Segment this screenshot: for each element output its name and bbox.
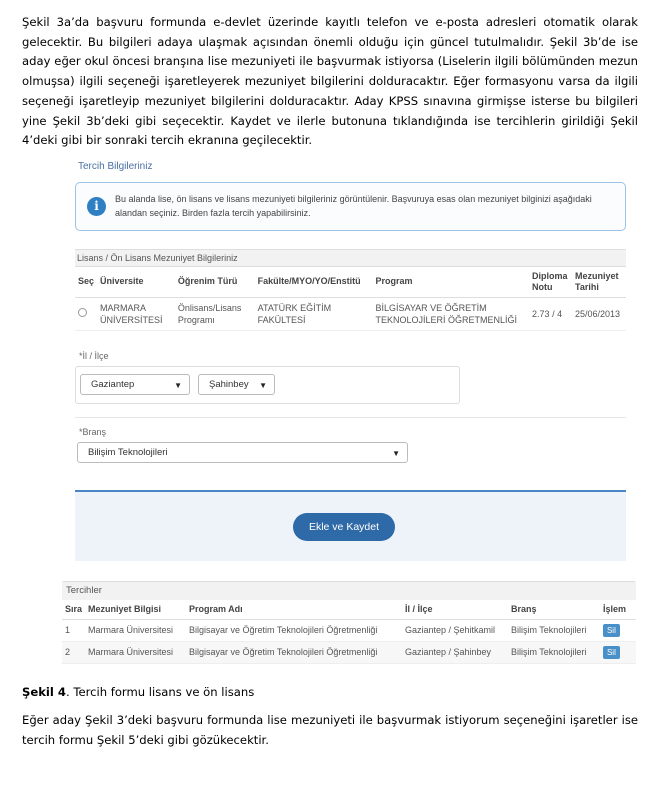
column-header: Program: [372, 267, 529, 297]
program-cell: Bilgisayar ve Öğretim Teknolojileri Öğretmenliği: [186, 641, 402, 663]
graduation-table: [75, 267, 626, 331]
province-value: Gaziantep: [91, 379, 135, 390]
column-header: Öğrenim Türü: [175, 267, 255, 297]
chevron-down-icon: ▼: [392, 449, 400, 458]
program-cell: Bilgisayar ve Öğretim Teknolojileri Öğretmenliği: [186, 619, 402, 641]
university-cell: MARMARA ÜNİVERSİTESİ: [97, 297, 175, 330]
section-heading: Tercih Bilgileriniz: [78, 161, 153, 172]
branch-cell: Bilişim Teknolojileri: [508, 619, 600, 641]
program-cell: BİLGİSAYAR VE ÖĞRETİM TEKNOLOJİLERİ ÖĞRETMENLİĞİ: [372, 297, 529, 330]
select-radio[interactable]: [78, 308, 87, 317]
branch-label: *Branş: [79, 427, 107, 437]
preferences-table-screenshot: [62, 581, 636, 663]
chevron-down-icon: ▼: [259, 381, 267, 390]
order-cell: 2: [62, 641, 85, 663]
education-type-cell: Önlisans/Lisans Programı: [175, 297, 255, 330]
column-header: Program Adı: [186, 600, 402, 619]
location-group: [75, 366, 460, 404]
column-header: Fakülte/MYO/YO/Enstitü: [255, 267, 373, 297]
chevron-down-icon: ▼: [174, 381, 182, 390]
column-header: Seç: [75, 267, 97, 297]
column-header: Mezuniyet Tarihi: [572, 267, 626, 297]
caption-label: Şekil 4: [22, 685, 66, 699]
district-select[interactable]: [198, 374, 275, 395]
column-header: Sıra: [62, 600, 85, 619]
preferences-title: Tercihler: [62, 582, 636, 600]
caption-text: . Tercih formu lisans ve ön lisans: [65, 685, 255, 699]
table-row: [75, 297, 626, 330]
branch-cell: Bilişim Teknolojileri: [508, 641, 600, 663]
delete-button[interactable]: Sil: [603, 624, 620, 637]
table-row: [62, 641, 636, 663]
order-cell: 1: [62, 619, 85, 641]
location-label: *İl / İlçe: [79, 351, 109, 361]
info-circle-icon: i: [87, 197, 106, 216]
location-cell: Gaziantep / Şahinbey: [402, 641, 508, 663]
grade-cell: 2.73 / 4: [529, 297, 572, 330]
preferences-table: [62, 600, 636, 664]
column-header: İl / İlçe: [402, 600, 508, 619]
table-row: [62, 619, 636, 641]
branch-select[interactable]: [77, 442, 408, 463]
column-header: Diploma Notu: [529, 267, 572, 297]
delete-button[interactable]: Sil: [603, 646, 620, 659]
column-header: Mezuniyet Bilgisi: [85, 600, 186, 619]
graduation-cell: Marmara Üniversitesi: [85, 641, 186, 663]
province-select[interactable]: [80, 374, 190, 395]
add-and-save-button[interactable]: Ekle ve Kaydet: [293, 513, 395, 541]
figure-caption: [22, 683, 638, 703]
info-text: Bu alanda lise, ön lisans ve lisans mezuniyeti bilgileriniz görüntülenir. Başvuruya esas olan mezuniyet bilginizi aşağıdaki alandan seçiniz. Birden fazla tercih yapabilirsiniz.: [115, 194, 592, 218]
district-value: Şahinbey: [209, 379, 249, 390]
divider: [75, 417, 626, 418]
preference-form-screenshot: [66, 155, 632, 568]
graduation-cell: Marmara Üniversitesi: [85, 619, 186, 641]
column-header: Branş: [508, 600, 600, 619]
save-panel: [75, 490, 626, 561]
graduation-table-title: Lisans / Ön Lisans Mezuniyet Bilgileriniz: [75, 250, 626, 267]
branch-value: Bilişim Teknolojileri: [88, 447, 168, 458]
location-cell: Gaziantep / Şehitkamil: [402, 619, 508, 641]
column-header: İşlem: [600, 600, 636, 619]
info-alert: [75, 182, 626, 231]
faculty-cell: ATATÜRK EĞİTİM FAKÜLTESİ: [255, 297, 373, 330]
outro-paragraph: Eğer aday Şekil 3’deki başvuru formunda lise mezuniyeti ile başvurmak istiyorum seçeneğini işaretler ise tercih formu Şekil 5’deki gibi gözükecektir.: [22, 713, 638, 747]
graduation-date-cell: 25/06/2013: [572, 297, 626, 330]
graduation-table-panel: [75, 249, 626, 332]
intro-paragraph: Şekil 3a’da başvuru formunda e-devlet üzerinde kayıtlı telefon ve e-posta adresleri otomatik olarak gelecektir. Bu bilgileri adaya ulaşmak açısından önemli olduğu için güncel tutulmalıdır. Şekil 3b’de ise aday eğer okul öncesi branşına lise mezuniyeti ile başvurmak istiyorsa (Liselerin ilgili bölümünden mezun olmuşsa) ilgili seçeneği işaretleyerek mezuniyet bilgilerini dolduracaktır. Eğer formasyonu varsa da ilgili seçeneği işaretleyip mezuniyet bilgilerini dolduracaktır. Aday KPSS sınavına girmişse isterse bu bilgileri yine Şekil 3b’deki gibi seçecektir. Kaydet ve ilerle butonuna tıklandığında ise tercihlerin girildiği Şekil 4’deki gibi bir sonraki tercih ekranına geçilecektir.: [22, 15, 638, 148]
column-header: Üniversite: [97, 267, 175, 297]
